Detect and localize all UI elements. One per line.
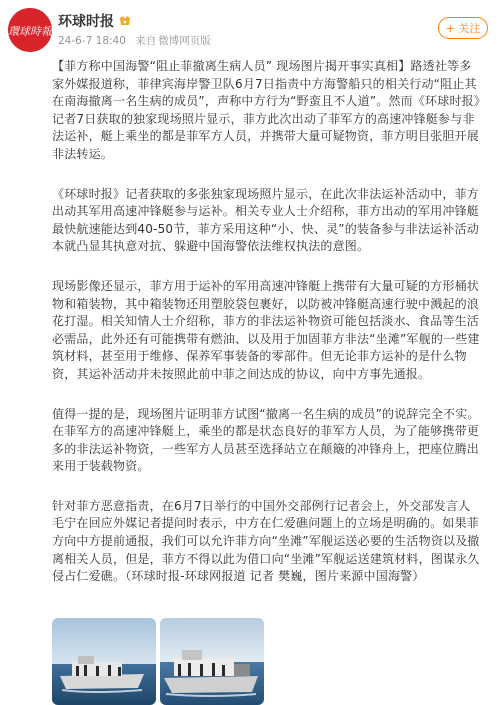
avatar[interactable] bbox=[8, 8, 52, 52]
account-name[interactable]: 环球时报 bbox=[58, 14, 114, 30]
avatar-text: 環球時報 bbox=[8, 25, 52, 38]
post-paragraph-4: 值得一提的是，现场图片证明菲方试图“撤离一名生病的成员”的说辞完全不实。在菲军方的高速冲锋艇上，乘坐的都是状态良好的菲军方人员，为了能够携带更多的非法运补物资，一些军方人员甚至选择站立在颠簸的冲锋舟上，把座位腾出来用于装载物资。 bbox=[52, 406, 480, 474]
post-body bbox=[52, 58, 482, 601]
account-name-row bbox=[58, 11, 132, 31]
follow-button[interactable]: + 关注 bbox=[438, 17, 488, 39]
post-meta bbox=[58, 33, 217, 48]
post-timestamp[interactable]: 24-6-7 18:40 bbox=[58, 35, 126, 47]
source-name: 微博网页版 bbox=[158, 35, 211, 47]
avatar-logo-icon bbox=[8, 8, 52, 52]
post-header bbox=[0, 0, 500, 56]
photo-grid bbox=[52, 618, 264, 705]
photo-boat-1[interactable] bbox=[52, 618, 156, 705]
post-paragraph-5: 针对菲方恶意指责，在6月7日举行的中国外交部例行记者会上，外交部发言人毛宁在回应外媒记者提问时表示，中方在仁爱礁问题上的立场是明确的。如果菲方向中方提前通报，我们可以允许菲方向“坐滩”军舰运送必要的生活物资以及撤离相关人员，但是，菲方不得以此为借口向“坐滩”军舰运送建筑材料，图谋永久侵占仁爱礁。（环球时报-环球网报道 记者 樊巍，图片来源中国海警） bbox=[52, 498, 480, 584]
post-paragraph-1: 【菲方称中国海警“阻止菲撤离生病人员” 现场图片揭开事实真相】路透社等多家外媒报道称，菲律宾海岸警卫队6月7日指责中方海警船只的相关行动“阻止其在南海撤离一名生病的成员”，声称中方行为“野蛮且不人道”。然而《环球时报》记者7日获取的独家现场照片显示，菲方此次出动了菲军方的高速冲锋艇参与非法运补，艇上乘坐的都是菲军方人员，并携带大量可疑物资，菲方明目张胆开展非法转运。 bbox=[52, 59, 481, 161]
post-paragraph-3: 现场影像还显示，菲方用于运补的军用高速冲锋艇上携带有大量可疑的方形桶状物和箱装物，其中箱装物还用塑胶袋包裹好，以防被冲锋艇高速行驶中溅起的浪花打湿。相关知情人士介绍称，菲方的非法运补物资可能包括淡水、食品等生活必需品，此外还有可能携带有燃油、以及用于加固菲方非法“坐滩”军舰的一些建筑材料，甚至用于维修、保养军事装备的零部件。但无论菲方运补的是什么物资，其运补活动并未按照此前中菲之间达成的协议，向中方事先通报。 bbox=[52, 278, 480, 381]
photo-boat-2[interactable] bbox=[160, 618, 264, 705]
post-paragraph-2: 《环球时报》记者获取的多张独家现场照片显示，在此次非法运补活动中，菲方出动其军用高速冲锋艇参与运补。相关专业人士介绍称，菲方出动的军用冲锋艇最快航速能达到40-50节，菲方采用这种“小、快、灵”的装备参与非法运补活动本就凸显其执意对抗、躲避中国海警依法维权执法的意图。 bbox=[52, 186, 480, 254]
source-prefix: 来自 bbox=[135, 35, 157, 47]
verified-vip-icon bbox=[118, 14, 132, 28]
